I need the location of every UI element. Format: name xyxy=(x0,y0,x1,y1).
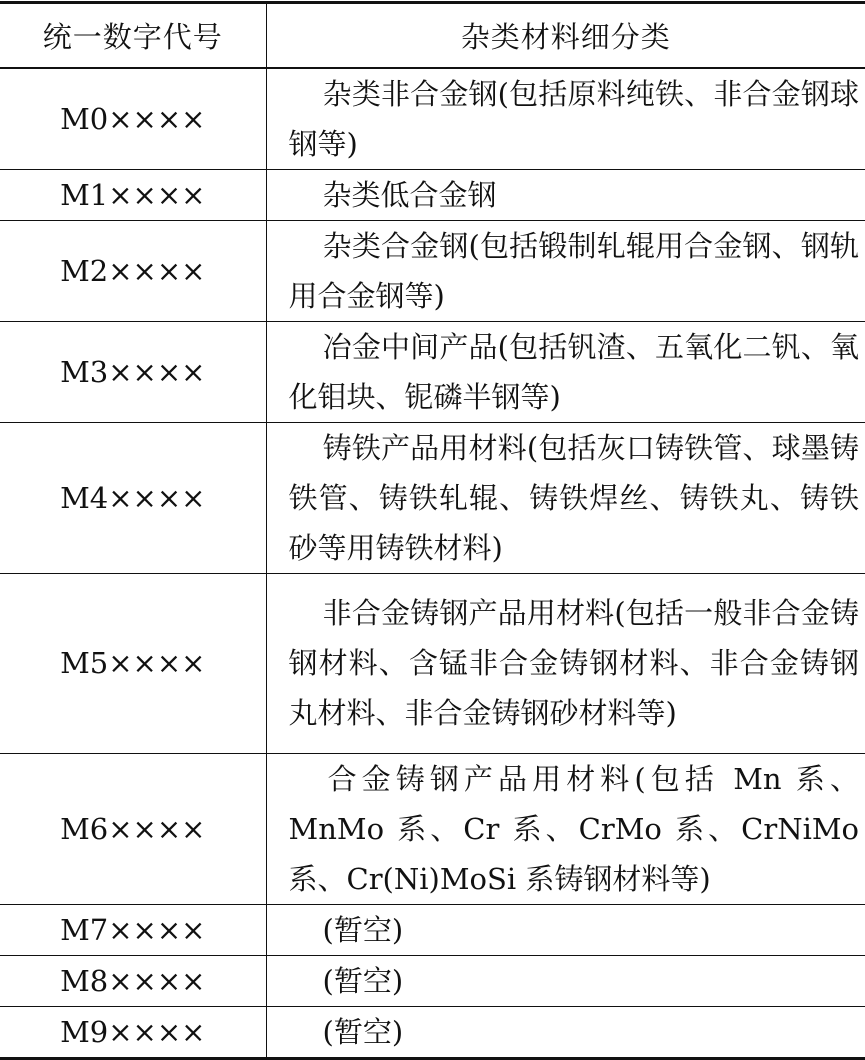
row-description xyxy=(266,422,865,573)
row-description xyxy=(266,169,865,220)
row-code: M5×××× xyxy=(0,573,266,753)
row-description xyxy=(266,321,865,422)
header-row xyxy=(0,3,865,68)
table-row xyxy=(0,169,865,220)
row-code: M6×××× xyxy=(0,753,266,904)
table-row xyxy=(0,321,865,422)
row-code: M1×××× xyxy=(0,169,266,220)
table-row xyxy=(0,573,865,753)
table-header xyxy=(0,3,865,68)
row-code: M7×××× xyxy=(0,904,266,955)
row-description-text: 冶金中间产品(包括钒渣、五氧化二钒、氧化钼块、铌磷半钢等) xyxy=(288,329,859,414)
row-code: M8×××× xyxy=(0,955,266,1006)
row-code: M0×××× xyxy=(0,68,266,170)
classification-table xyxy=(0,1,865,1060)
row-description xyxy=(266,68,865,170)
row-description-text: (暂空) xyxy=(322,912,404,947)
row-code: M9×××× xyxy=(0,1006,266,1058)
table-row xyxy=(0,220,865,321)
table-body xyxy=(0,68,865,1059)
row-description xyxy=(266,753,865,904)
row-description-text: 合金铸钢产品用材料(包括 Mn 系、MnMo 系、Cr 系、CrMo 系、CrNiMo 系、Cr(Ni)MoSi 系铸钢材料等) xyxy=(288,761,859,896)
table-row xyxy=(0,753,865,904)
row-description xyxy=(266,573,865,753)
table-row xyxy=(0,68,865,170)
row-description xyxy=(266,955,865,1006)
row-description xyxy=(266,1006,865,1058)
row-code: M3×××× xyxy=(0,321,266,422)
row-description-text: 杂类非合金钢(包括原料纯铁、非合金钢球钢等) xyxy=(288,76,859,161)
row-description xyxy=(266,220,865,321)
row-description-text: 非合金铸钢产品用材料(包括一般非合金铸钢材料、含锰非合金铸钢材料、非合金铸钢丸材料、非合金铸钢砂材料等) xyxy=(288,596,859,730)
table-row xyxy=(0,904,865,955)
row-description-text: 杂类合金钢(包括锻制轧辊用合金钢、钢轨用合金钢等) xyxy=(288,228,859,313)
row-code: M2×××× xyxy=(0,220,266,321)
row-description xyxy=(266,904,865,955)
row-description-text: (暂空) xyxy=(322,1014,404,1049)
row-code: M4×××× xyxy=(0,422,266,573)
header-category: 杂类材料细分类 xyxy=(266,3,865,68)
table-row xyxy=(0,955,865,1006)
row-description-text: 铸铁产品用材料(包括灰口铸铁管、球墨铸铁管、铸铁轧辊、铸铁焊丝、铸铁丸、铸铁砂等用铸铁材料) xyxy=(288,430,859,565)
row-description-text: (暂空) xyxy=(322,963,404,998)
row-description-text: 杂类低合金钢 xyxy=(322,177,497,212)
table-row xyxy=(0,422,865,573)
table-row xyxy=(0,1006,865,1058)
header-code: 统一数字代号 xyxy=(0,3,266,68)
